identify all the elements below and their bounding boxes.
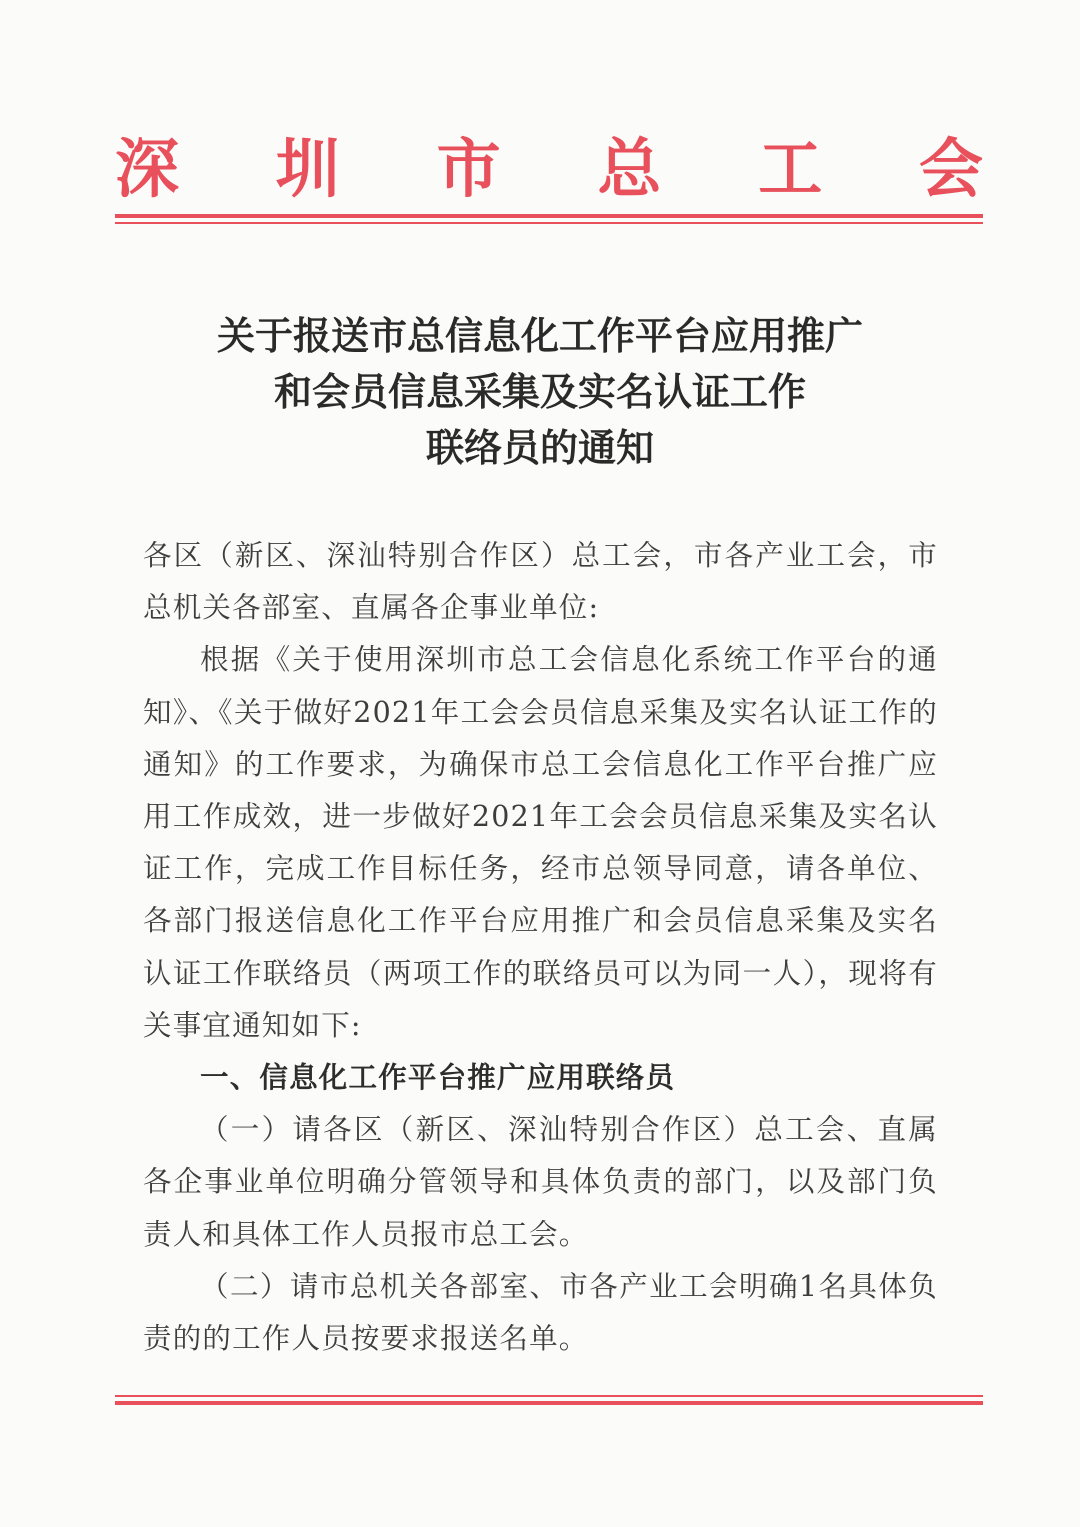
addressee-paragraph: 各区（新区、深汕特别合作区）总工会，市各产业工会，市总机关各部室、直属各企事业单位: — [143, 539, 938, 625]
footer-rule-thick — [115, 1401, 983, 1405]
letterhead-char: 圳 — [275, 133, 340, 207]
title-line: 联络员的通知 — [425, 425, 654, 470]
document-title — [130, 308, 950, 476]
document-body — [143, 530, 938, 1365]
footer-rule-thin — [115, 1395, 983, 1397]
letterhead-char: 深 — [115, 133, 179, 207]
letterhead — [115, 130, 983, 210]
letterhead-char: 会 — [918, 133, 983, 207]
letterhead-char: 总 — [597, 133, 662, 207]
item-paragraph: （一）请各区（新区、深汕特别合作区）总工会、直属各企事业单位明确分管领导和具体负责的部门，以及部门负责人和具体工作人员报市总工会。 — [143, 1113, 938, 1251]
item-paragraph: （二）请市总机关各部室、市各产业工会明确1名具体负责的的工作人员按要求报送名单。 — [143, 1269, 938, 1356]
title-line: 和会员信息采集及实名认证工作 — [273, 369, 806, 414]
section-heading: 一、信息化工作平台推广应用联络员 — [200, 1061, 676, 1095]
title-line: 关于报送市总信息化工作平台应用推广 — [216, 313, 863, 358]
letterhead-rule-thin — [115, 222, 983, 224]
letterhead-rule-thick — [115, 214, 983, 218]
letterhead-char: 市 — [436, 133, 501, 207]
letterhead-char: 工 — [758, 133, 823, 207]
intro-paragraph: 根据《关于使用深圳市总工会信息化系统工作平台的通知》、《关于做好2021年工会会员信息采集及实名认证工作的通知》的工作要求，为确保市总工会信息化工作平台推广应用工作成效，进一步做好2021年工会会员信息采集及实名认证工作，完成工作目标任务，经市总领导同意，请各单位、各部门报送信息化工作平台应用推广和会员信息采集及实名认证工作联络员（两项工作的联络员可以为同一人），现将有关事宜通知如下: — [143, 643, 938, 1042]
